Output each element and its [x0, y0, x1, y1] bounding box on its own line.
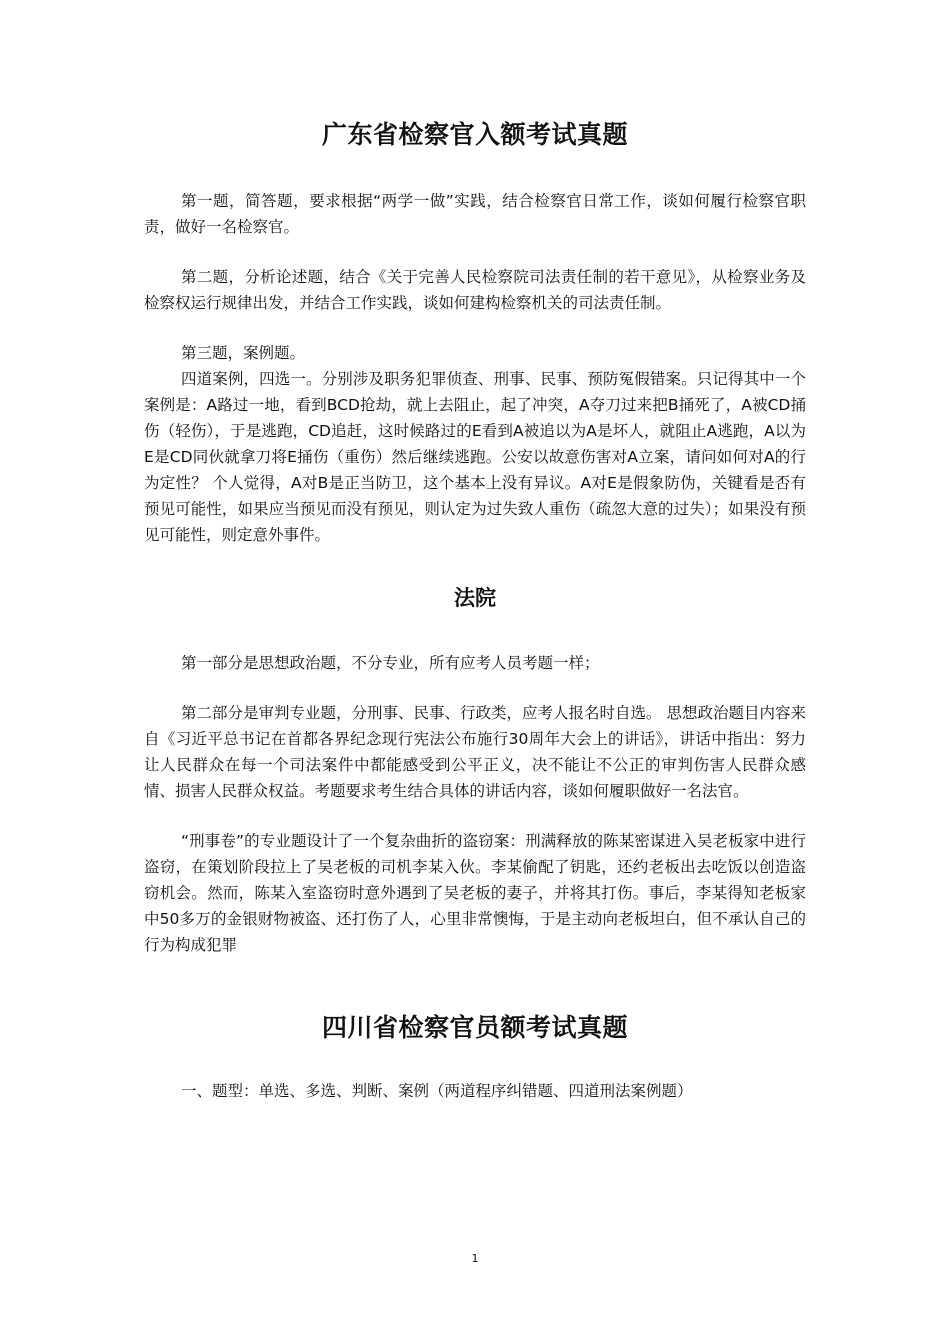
page-content — [144, 115, 806, 1104]
guangdong-title: 广东省检察官入额考试真题 — [321, 120, 628, 149]
guangdong-question-3-body: 四道案例，四选一。分别涉及职务犯罪侦查、刑事、民事、预防冤假错案。只记得其中一个案例是：A路过一地，看到BCD抢劫，就上去阻止，起了冲突，A夺刀过来把B捅死了，A被CD捅伤（轻伤），于是逃跑，CD追赶，这时候路过的E看到A被追以为A是坏人，就阻止A逃跑，A以为E是CD同伙就拿刀将E捅伤（重伤）然后继续逃跑。公安以故意伤害对A立案，请问如何对A的行为定性？ 个人觉得，A对B是正当防卫，这个基本上没有异议。A对E是假象防伪，关键看是否有预见可能性，如果应当预见而没有预见，则认定为过失致人重伤（疏忽大意的过失）；如果没有预见可能性，则定意外事件。 — [144, 370, 806, 544]
guangdong-question-3-heading: 第三题，案例题。 — [181, 344, 306, 362]
guangdong-question-1: 第一题，简答题，要求根据“两学一做”实践，结合检察官日常工作，谈如何履行检察官职责，做好一名检察官。 — [144, 192, 806, 236]
page-number: 1 — [471, 1252, 479, 1265]
court-part-1: 第一部分是思想政治题，不分专业，所有应考人员考题一样； — [181, 654, 600, 672]
court-criminal-case: “刑事卷”的专业题设计了一个复杂曲折的盗窃案：刑满释放的陈某密谋进入吴老板家中进行盗窃，在策划阶段拉上了吴老板的司机李某入伙。李某偷配了钥匙，还约老板出去吃饭以创造盗窃机会。然而，陈某入室盗窃时意外遇到了吴老板的妻子，并将其打伤。事后，李某得知老板家中50多万的金银财物被盗、还打伤了人，心里非常懊悔，于是主动向老板坦白，但不承认自己的行为构成犯罪 — [144, 832, 806, 954]
sichuan-title: 四川省检察官员额考试真题 — [321, 1013, 628, 1042]
court-part-2: 第二部分是审判专业题，分刑事、民事、行政类，应考人报名时自选。 思想政治题目内容来自《习近平总书记在首都各界纪念现行宪法公布施行30周年大会上的讲话》，讲话中指出：努力让人民群众在每一个司法案件中都能感受到公平正义，决不能让不公正的审判伤害人民群众感情、损害人民群众权益。考题要求考生结合具体的讲话内容，谈如何履职做好一名法官。 — [144, 704, 806, 800]
guangdong-question-2: 第二题，分析论述题，结合《关于完善人民检察院司法责任制的若干意见》，从检察业务及检察权运行规律出发，并结合工作实践，谈如何建构检察机关的司法责任制。 — [144, 268, 806, 312]
sichuan-question-types: 一、题型：单选、多选、判断、案例（两道程序纠错题、四道刑法案例题） — [181, 1082, 693, 1100]
court-title: 法院 — [454, 586, 496, 610]
